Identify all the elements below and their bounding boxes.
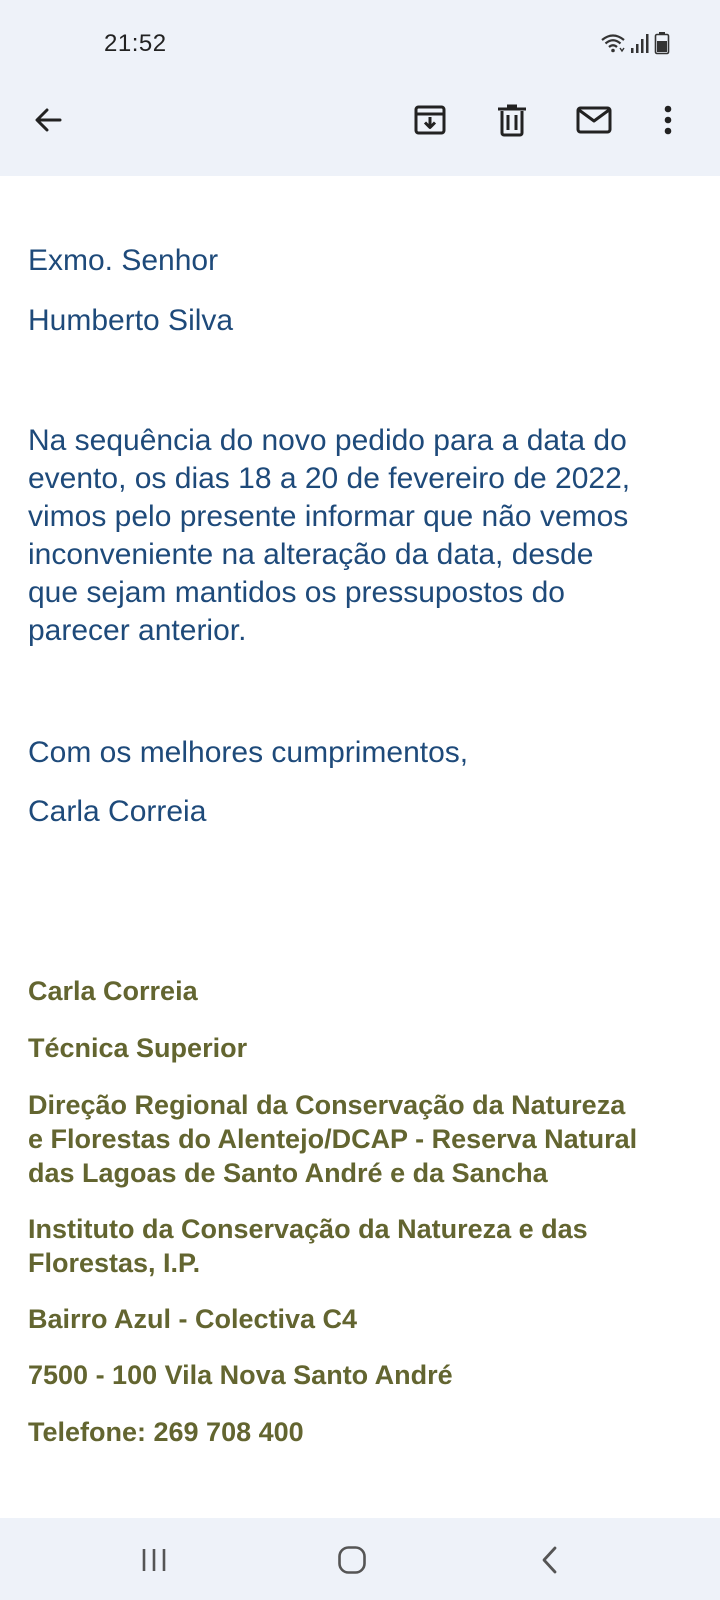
department-line: e Florestas do Alentejo/DCAP - Reserva Natural	[28, 1124, 638, 1154]
archive-button[interactable]	[406, 96, 454, 144]
signature-institute	[28, 1212, 588, 1280]
salutation-title: Exmo. Senhor	[28, 244, 219, 277]
signature-phone: Telefone: 269 708 400	[28, 1417, 304, 1447]
battery-icon	[654, 31, 670, 55]
institute-line: Instituto da Conservação da Natureza e das	[28, 1214, 588, 1244]
archive-icon	[413, 103, 447, 137]
mark-unread-button[interactable]	[570, 96, 618, 144]
signature-postal: 7500 - 100 Vila Nova Santo André	[28, 1360, 453, 1390]
signature-role: Técnica Superior	[28, 1033, 248, 1063]
salutation-name: Humberto Silva	[28, 304, 234, 337]
closing-text: Com os melhores cumprimentos,	[28, 736, 469, 769]
mark-unread-icon	[576, 106, 612, 134]
wifi-icon	[600, 32, 626, 54]
department-line: das Lagoas de Santo André e da Sancha	[28, 1158, 548, 1188]
back-button[interactable]	[24, 96, 72, 144]
recent-apps-button[interactable]	[132, 1540, 176, 1580]
system-nav-bar	[0, 1518, 720, 1600]
home-icon	[337, 1545, 367, 1575]
delete-icon	[497, 103, 527, 137]
institute-line: Florestas, I.P.	[28, 1248, 201, 1278]
signature-address: Bairro Azul - Colectiva C4	[28, 1304, 358, 1334]
sender-name: Carla Correia	[28, 795, 207, 828]
body-line: evento, os dias 18 a 20 de fevereiro de 2022,	[28, 462, 631, 495]
signal-icon	[630, 32, 650, 54]
top-app-bar	[0, 0, 720, 176]
delete-button[interactable]	[488, 96, 536, 144]
body-line: parecer anterior.	[28, 614, 247, 647]
more-options-icon	[663, 104, 673, 136]
signature-name: Carla Correia	[28, 976, 198, 1006]
nav-back-icon	[540, 1545, 560, 1575]
nav-back-button[interactable]	[528, 1540, 572, 1580]
department-line: Direção Regional da Conservação da Natureza	[28, 1090, 626, 1120]
email-body	[28, 422, 698, 650]
signature-department	[28, 1088, 637, 1190]
recent-apps-icon	[139, 1547, 169, 1573]
body-line: Na sequência do novo pedido para a data do	[28, 424, 627, 457]
body-line: que sejam mantidos os pressupostos do	[28, 576, 565, 609]
back-icon	[32, 104, 64, 136]
body-line: inconveniente na alteração da data, desde	[28, 538, 594, 571]
status-time: 21:52	[104, 30, 167, 57]
home-button[interactable]	[330, 1540, 374, 1580]
body-line: vimos pelo presente informar que não vemos	[28, 500, 629, 533]
more-options-button[interactable]	[644, 96, 692, 144]
status-icons	[600, 30, 670, 56]
